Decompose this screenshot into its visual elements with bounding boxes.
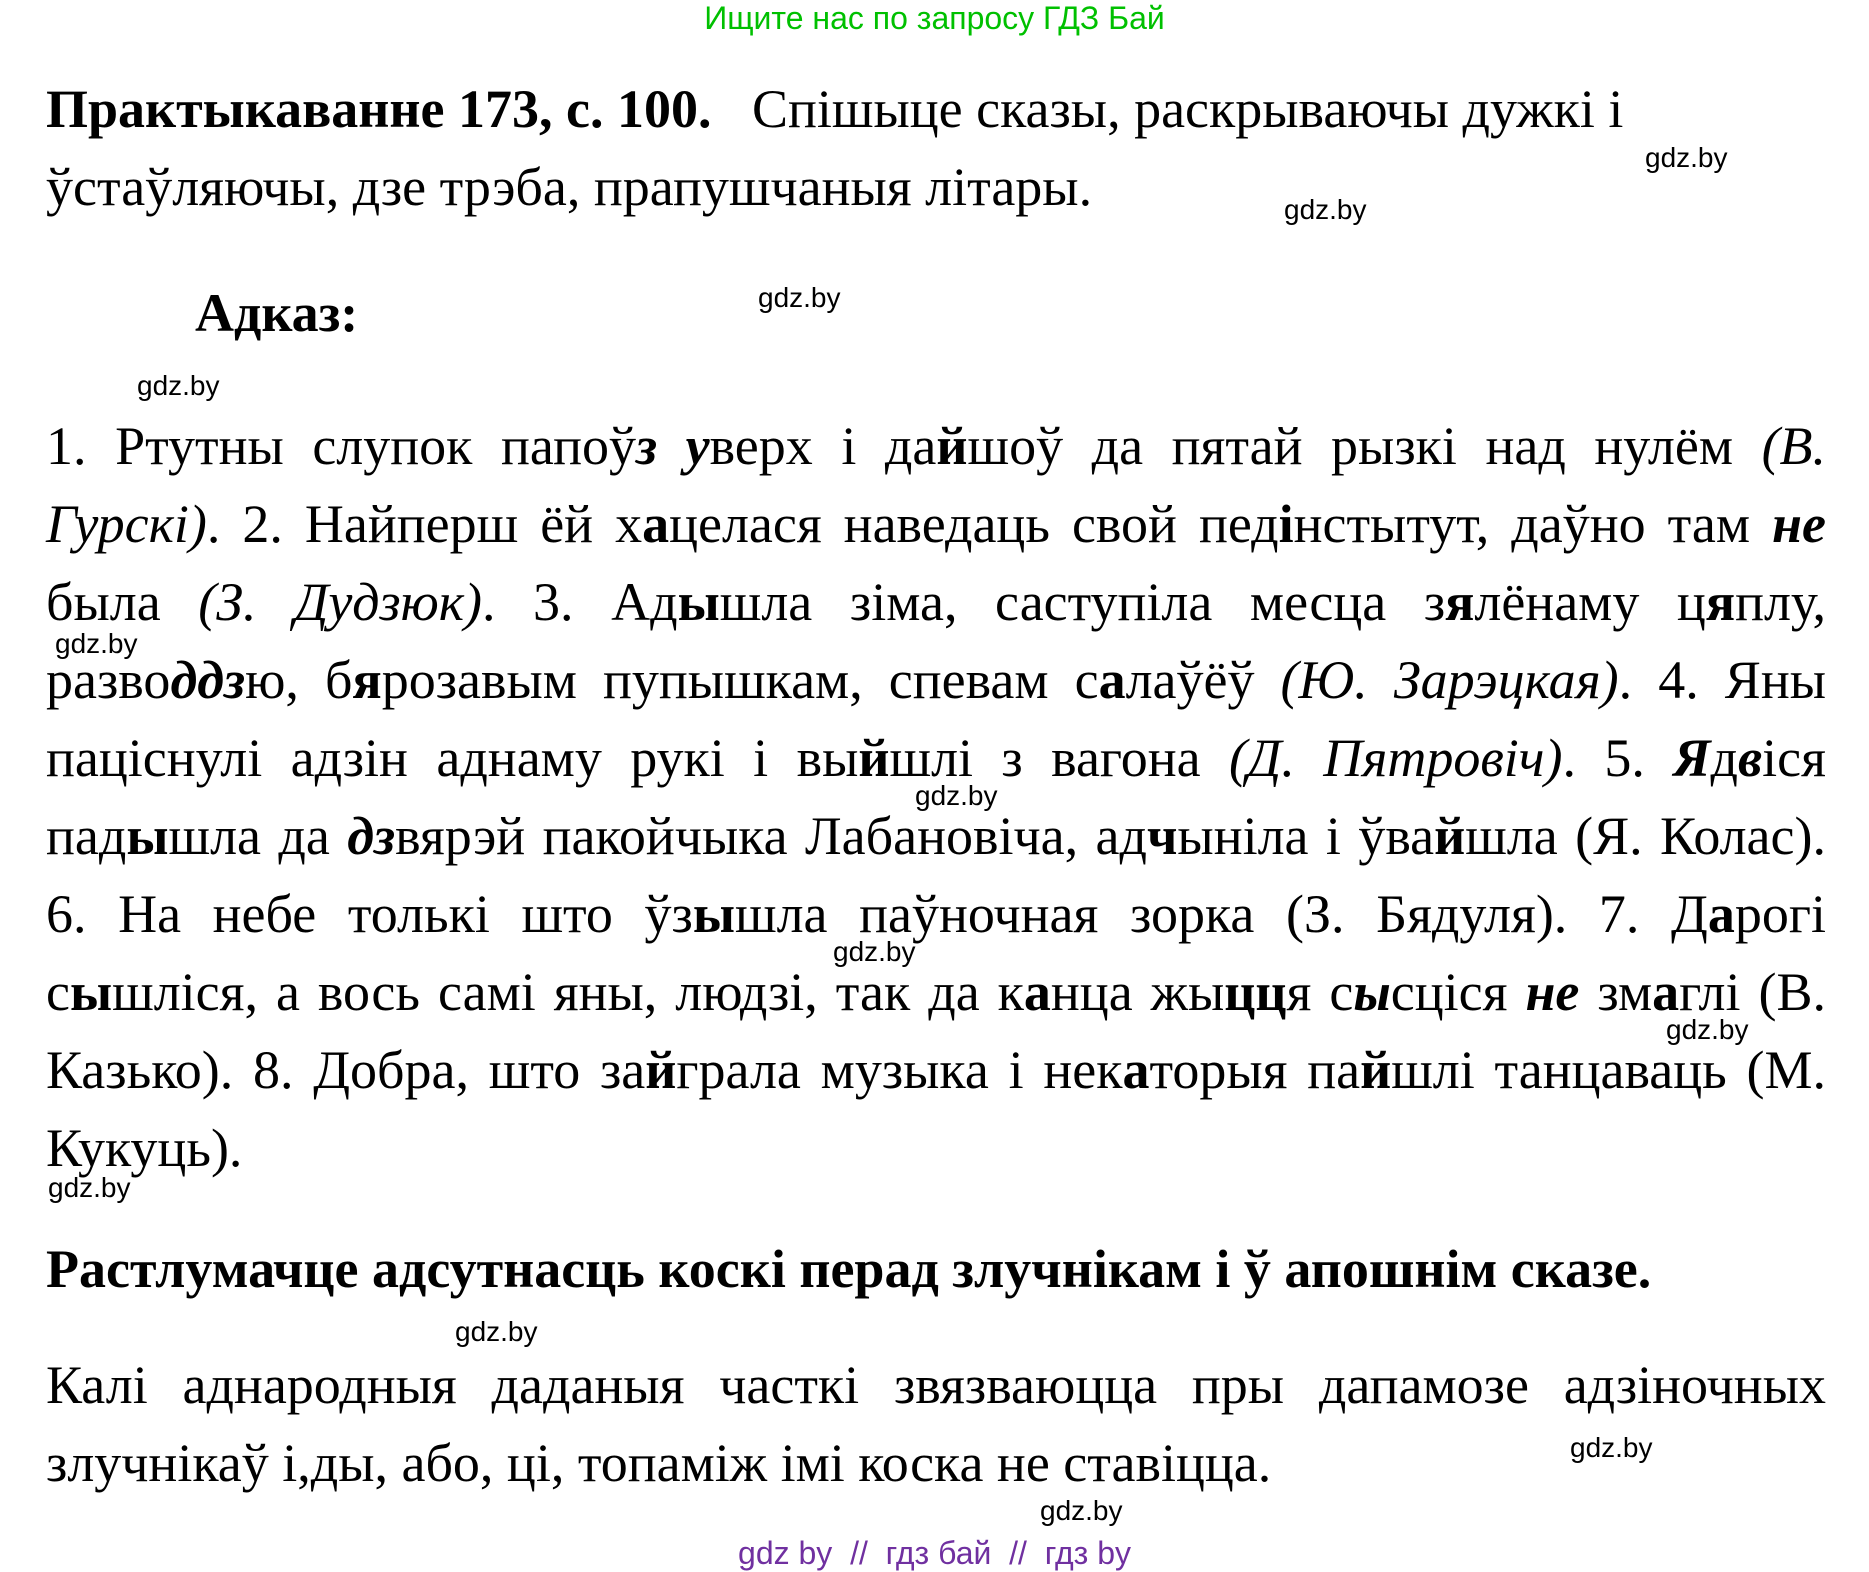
answer-text-run: шлі з вагона bbox=[889, 728, 1229, 788]
inserted-letter: дз bbox=[347, 806, 396, 866]
answer-text-run: целася наведаць свой пед bbox=[669, 494, 1279, 554]
watermark: gdz.by bbox=[1570, 1432, 1653, 1463]
answer-heading: Адказ: bbox=[195, 283, 359, 343]
inserted-letter: у bbox=[685, 416, 710, 476]
answer-text-run: плу, разво bbox=[46, 572, 1827, 710]
search-banner: Ищите нас по запросу ГДЗ Бай bbox=[704, 0, 1165, 36]
answer-text-run: я с bbox=[1286, 962, 1354, 1022]
citation: (В. Гурскі) bbox=[46, 416, 1827, 554]
answer-text-run: зм bbox=[1579, 962, 1653, 1022]
answer-text-run: нстытут, даўно там bbox=[1293, 494, 1773, 554]
answer-text-run: была bbox=[46, 572, 199, 632]
watermark: gdz.by bbox=[137, 370, 220, 401]
answer-text-run: шла паўночная зорка (З. Бядуля). 7. Д bbox=[735, 884, 1708, 944]
answer-text-run: іся пад bbox=[46, 728, 1826, 866]
inserted-letter: не bbox=[1525, 962, 1580, 1022]
answer-text-run: лёнаму ц bbox=[1474, 572, 1706, 632]
inserted-letter: а bbox=[1652, 962, 1680, 1022]
answer-text-run: . 2. Найперш ёй х bbox=[206, 494, 643, 554]
inserted-letter: з bbox=[636, 416, 658, 476]
answer-text-run: шліся, а вось самі яны, людзі, так да к bbox=[112, 962, 1024, 1022]
inserted-letter: а bbox=[1023, 962, 1051, 1022]
answer-text-run: . 4. Яны пацiснулі адзін аднаму рукі і вы bbox=[46, 650, 1826, 788]
watermark: gdz.by bbox=[1040, 1495, 1123, 1526]
answer-text-run: глі (В. Казько). 8. Добра, што за bbox=[46, 962, 1826, 1100]
inserted-letter: я bbox=[1445, 572, 1475, 632]
citation: (З. Дудзюк) bbox=[198, 572, 482, 632]
inserted-letter: і bbox=[1278, 494, 1294, 554]
citation: (Д. Пятровіч) bbox=[1228, 728, 1563, 788]
citation: (Ю. Зарэцкая) bbox=[1280, 650, 1619, 710]
answer-text-run: . 3. Ад bbox=[481, 572, 678, 632]
watermark: gdz.by bbox=[1666, 1014, 1749, 1045]
footer-links: gdz by // гдз бай // гдз by bbox=[738, 1535, 1131, 1571]
inserted-letter: й bbox=[1434, 806, 1466, 866]
inserted-letter: я bbox=[1705, 572, 1736, 632]
answer-text-run: розавым пупышкам, спевам с bbox=[381, 650, 1099, 710]
answer-text-run: шла зіма, саступіла месца з bbox=[719, 572, 1446, 632]
answer-text-run: шоў да пятай рызкі над нулём bbox=[967, 416, 1762, 476]
inserted-letter: Я bbox=[1673, 728, 1711, 788]
watermark: gdz.by bbox=[1284, 194, 1367, 225]
inserted-letter: ы bbox=[126, 806, 169, 866]
inserted-letter: й bbox=[1360, 1040, 1392, 1100]
inserted-letter: й bbox=[858, 728, 890, 788]
answer-text-run: шлі танцаваць (М. Кукуць). bbox=[46, 1040, 1827, 1178]
inserted-letter: не bbox=[1772, 494, 1826, 554]
answer-text-run: вярэй пакойчыка Лабановіча, ад bbox=[395, 806, 1147, 866]
watermark: gdz.by bbox=[55, 628, 138, 659]
answer-text-run: грала музыка і нек bbox=[676, 1040, 1123, 1100]
question-text: Растлумачце адсутнасць коскі перад злучнікам і ў апошнім сказе. bbox=[46, 1239, 1652, 1299]
answer-text-run: верх і да bbox=[709, 416, 937, 476]
explanation-text: Калі аднародныя даданыя часткі звязваюцца пры дапамозе адзіночных злучнікаў і,ды, або, ці, топаміж імі коска не ставіцца. bbox=[46, 1355, 1826, 1493]
watermark: gdz.by bbox=[833, 936, 916, 967]
task-heading: Практыкаванне 173, с. 100. bbox=[46, 79, 712, 139]
inserted-letter: цц bbox=[1224, 962, 1287, 1022]
answer-text-run: шла да bbox=[168, 806, 348, 866]
task-statement bbox=[46, 70, 1826, 226]
inserted-letter: ы bbox=[692, 884, 736, 944]
watermark: gdz.by bbox=[915, 780, 998, 811]
watermark: gdz.by bbox=[455, 1316, 538, 1347]
inserted-letter: ддз bbox=[170, 650, 246, 710]
inserted-letter: ы bbox=[1353, 962, 1391, 1022]
task-text: Спішыце сказы, раскрываючы дужкі і ўстаўляючы, дзе трэба, прапушчаныя літары. bbox=[46, 79, 1624, 217]
answer-text-run: лаўёў bbox=[1125, 650, 1281, 710]
answer-text-run: . 5. bbox=[1562, 728, 1674, 788]
inserted-letter: ы bbox=[677, 572, 720, 632]
answer-text-run: рогі с bbox=[46, 884, 1826, 1022]
answer-text-run: д bbox=[1710, 728, 1739, 788]
answer-text-run: 1. Ртутны слупок папоў bbox=[46, 416, 636, 476]
answer-text-run: ю, б bbox=[245, 650, 353, 710]
inserted-letter: а bbox=[1122, 1040, 1150, 1100]
inserted-letter: а bbox=[642, 494, 670, 554]
watermark: gdz.by bbox=[48, 1172, 131, 1203]
watermark: gdz.by bbox=[758, 282, 841, 313]
inserted-letter: я bbox=[352, 650, 382, 710]
inserted-letter: й bbox=[936, 416, 968, 476]
answer-text-run: торыя па bbox=[1149, 1040, 1361, 1100]
answer-text-run: сціся bbox=[1390, 962, 1526, 1022]
answer-text-run: нца жы bbox=[1050, 962, 1225, 1022]
inserted-letter: ы bbox=[69, 962, 113, 1022]
inserted-letter: в bbox=[1738, 728, 1763, 788]
watermark: gdz.by bbox=[1645, 142, 1728, 173]
inserted-letter: а bbox=[1707, 884, 1735, 944]
answer-text-run: ыніла і ўва bbox=[1177, 806, 1435, 866]
answer-text-run: шла (Я. Колас). 6. На небе толькі што ўз bbox=[46, 806, 1826, 944]
inserted-letter: й bbox=[645, 1040, 677, 1100]
inserted-letter: а bbox=[1098, 650, 1126, 710]
inserted-letter: ч bbox=[1146, 806, 1178, 866]
answer-text-run bbox=[657, 416, 686, 476]
